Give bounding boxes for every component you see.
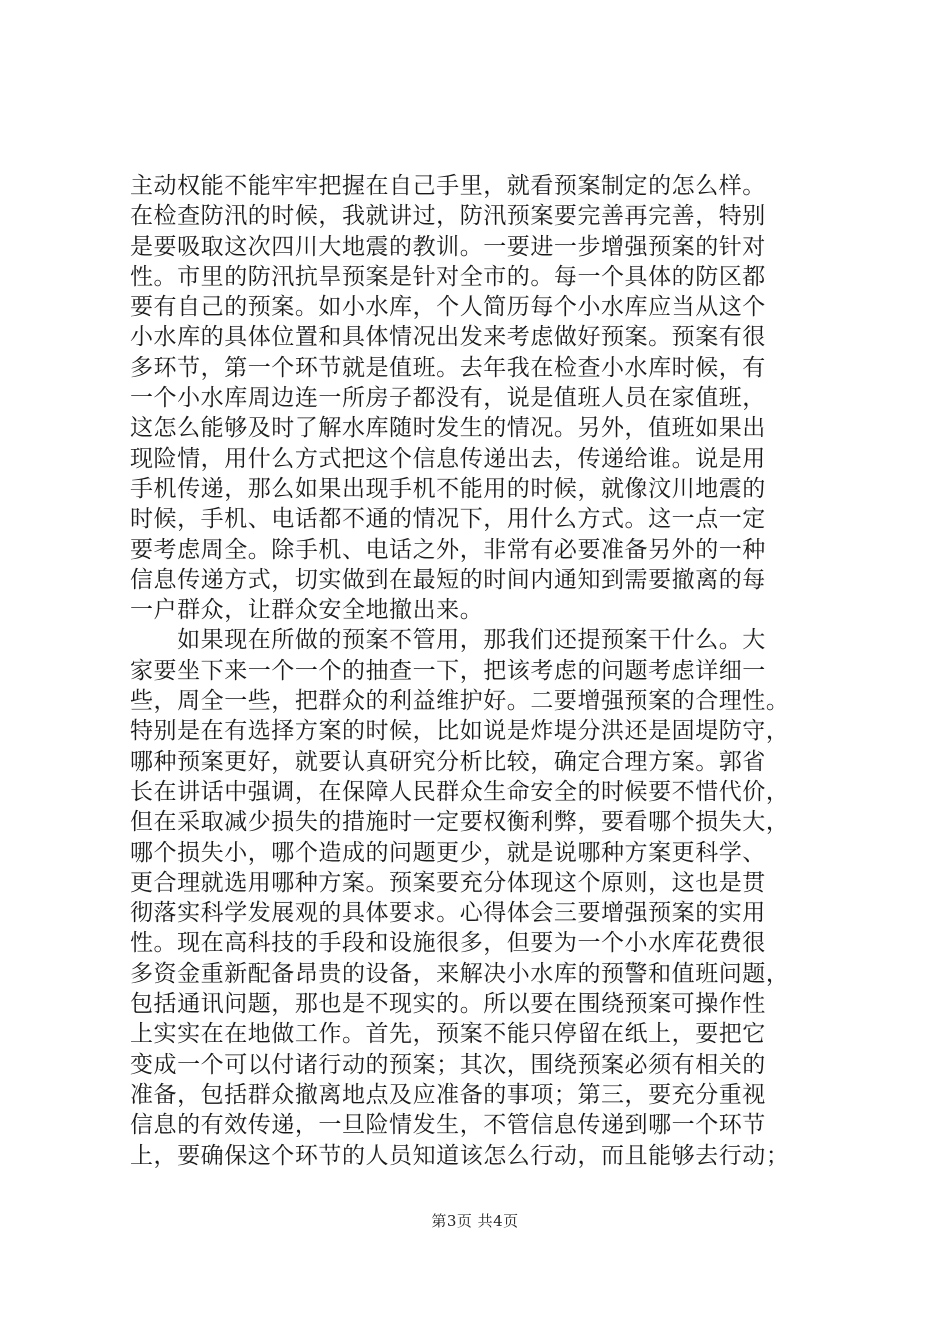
text-line: 长在讲话中强调，在保障人民群众生命安全的时候要不惜代价， bbox=[130, 778, 790, 805]
text-line: 更合理就选用哪种方案。预案要充分体现这个原则，这也是贯 bbox=[130, 869, 766, 896]
text-line: 多资金重新配备昂贵的设备，来解决小水库的预警和值班问题， bbox=[130, 960, 790, 987]
text-line: 信息传递方式，切实做到在最短的时间内通知到需要撤离的每 bbox=[130, 566, 766, 593]
text-line: 哪种预案更好，就要认真研究分析比较，确定合理方案。郭省 bbox=[130, 748, 766, 775]
text-line: 手机传递，那么如果出现手机不能用的时候，就像汶川地震的 bbox=[130, 475, 766, 502]
text-line: 要有自己的预案。如小水库，个人简历每个小水库应当从这个 bbox=[130, 294, 766, 321]
text-line: 性。现在高科技的手段和设施很多，但要为一个小水库花费很 bbox=[130, 930, 766, 957]
text-line: 要考虑周全。除手机、电话之外，非常有必要准备另外的一种 bbox=[130, 536, 766, 563]
text-line: 在检查防汛的时候，我就讲过，防汛预案要完善再完善，特别 bbox=[130, 203, 766, 230]
text-line: 多环节，第一个环节就是值班。去年我在检查小水库时候，有 bbox=[130, 354, 766, 381]
text-line: 性。市里的防汛抗旱预案是针对全市的。每一个具体的防区都 bbox=[130, 263, 766, 290]
text-line: 家要坐下来一个一个的抽查一下，把该考虑的问题考虑详细一 bbox=[130, 657, 766, 684]
text-line: 些，周全一些，把群众的利益维护好。二要增强预案的合理性。 bbox=[130, 688, 790, 715]
text-line: 信息的有效传递，一旦险情发生，不管信息传递到哪一个环节 bbox=[130, 1112, 766, 1139]
text-line: 哪个损失小，哪个造成的问题更少，就是说哪种方案更科学、 bbox=[130, 839, 766, 866]
text-line: 特别是在有选择方案的时候，比如说是炸堤分洪还是固堤防守， bbox=[130, 718, 790, 745]
text-line: 上实实在在地做工作。首先，预案不能只停留在纸上，要把它 bbox=[130, 1021, 766, 1048]
text-line: 但在采取减少损失的措施时一定要权衡利弊，要看哪个损失大， bbox=[130, 809, 790, 836]
text-line: 小水库的具体位置和具体情况出发来考虑做好预案。预案有很 bbox=[130, 324, 766, 351]
text-line: 这怎么能够及时了解水库随时发生的情况。另外，值班如果出 bbox=[130, 415, 766, 442]
text-line: 一个小水库周边连一所房子都没有，说是值班人员在家值班， bbox=[130, 385, 766, 412]
text-line: 现险情，用什么方式把这个信息传递出去，传递给谁。说是用 bbox=[130, 445, 766, 472]
text-line: 彻落实科学发展观的具体要求。心得体会三要增强预案的实用 bbox=[130, 900, 766, 927]
text-line: 上，要确保这个环节的人员知道该怎么行动，而且能够去行动； bbox=[130, 1142, 790, 1169]
text-line: 主动权能不能牢牢把握在自己手里，就看预案制定的怎么样。 bbox=[130, 173, 766, 199]
body-text bbox=[130, 171, 830, 1171]
page-footer: 第3页 共4页 bbox=[431, 1212, 519, 1230]
text-line: 包括通讯问题，那也是不现实的。所以要在围绕预案可操作性 bbox=[130, 991, 766, 1018]
text-line: 一户群众，让群众安全地撤出来。 bbox=[130, 597, 484, 624]
text-line: 时候，手机、电话都不通的情况下，用什么方式。这一点一定 bbox=[130, 506, 766, 533]
text-line: 是要吸取这次四川大地震的教训。一要进一步增强预案的针对 bbox=[130, 233, 766, 260]
text-line: 如果现在所做的预案不管用，那我们还提预案干什么。大 bbox=[130, 627, 766, 654]
text-line: 准备，包括群众撤离地点及应准备的事项；第三，要充分重视 bbox=[130, 1081, 766, 1108]
text-line: 变成一个可以付诸行动的预案；其次，围绕预案必须有相关的 bbox=[130, 1051, 766, 1078]
